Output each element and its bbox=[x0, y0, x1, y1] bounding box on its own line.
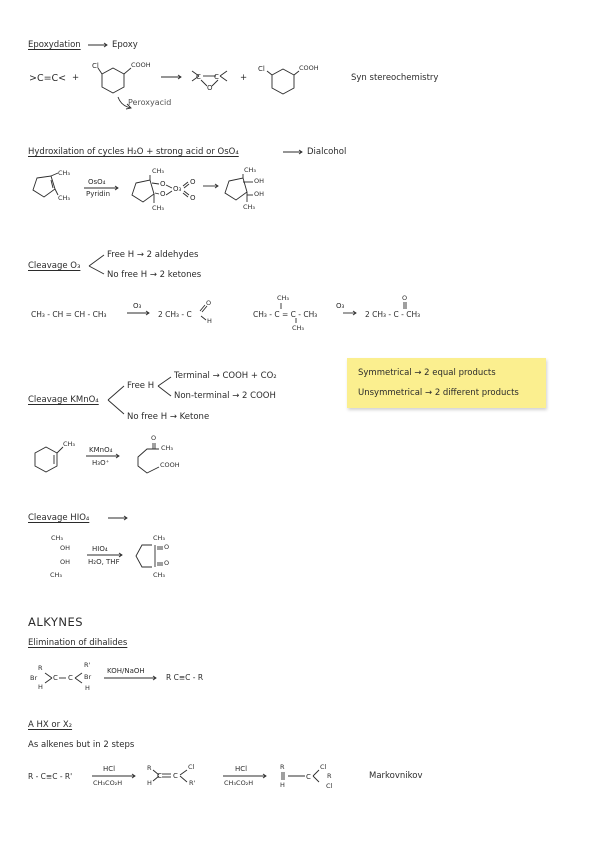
alkyne-reactant: R - C≡C - R' bbox=[28, 772, 73, 781]
h-label: H bbox=[147, 779, 152, 787]
svg-text:C: C bbox=[196, 73, 201, 81]
svg-text:O: O bbox=[190, 194, 196, 202]
thf-reagent: H₂O, THF bbox=[88, 558, 120, 566]
free-h-aldehydes: Free H → 2 aldehydes bbox=[107, 250, 199, 260]
ch3-label: CH₃ bbox=[153, 534, 166, 542]
br-label: Br bbox=[84, 673, 92, 681]
oh-label: OH bbox=[254, 190, 265, 198]
acetic-acid-solvent: CH₃CO₂H bbox=[93, 779, 123, 787]
hydroxilation-title: Hydroxilation of cycles H₂O + strong acid or OsO₄ bbox=[28, 147, 239, 157]
svg-text:C: C bbox=[53, 674, 58, 682]
hcl-reagent: HCl bbox=[235, 765, 248, 773]
ch3-label: CH₃ bbox=[292, 324, 305, 332]
svg-text:C: C bbox=[306, 773, 311, 781]
ch3-label: CH₃ bbox=[161, 444, 174, 452]
no-free-h-ketone: No free H → Ketone bbox=[127, 412, 210, 422]
ch3-label: CH₃ bbox=[58, 194, 71, 202]
cleavage-hio4-title: Cleavage HIO₄ bbox=[28, 513, 90, 523]
ketone-oxygen: O bbox=[151, 434, 157, 442]
hcl-reagent: HCl bbox=[103, 765, 116, 773]
dialcohol-label: Dialcohol bbox=[307, 147, 347, 157]
osmium-label: O₃ bbox=[173, 185, 182, 193]
svg-text:C: C bbox=[157, 772, 162, 780]
symmetrical-note: Symmetrical → 2 equal products bbox=[358, 368, 496, 378]
oh-label: OH bbox=[60, 544, 71, 552]
syn-stereochemistry-note: Syn stereochemistry bbox=[351, 73, 439, 83]
cl-label: Cl bbox=[188, 763, 195, 771]
ch3-label: CH₃ bbox=[277, 294, 290, 302]
cleavage-kmno4-title: Cleavage KMnO₄ bbox=[28, 395, 99, 405]
r-group: R bbox=[280, 763, 285, 771]
cooh-label: COOH bbox=[160, 461, 180, 469]
cl-label: Cl bbox=[326, 782, 333, 790]
hx-subtitle: As alkenes but in 2 steps bbox=[28, 740, 135, 750]
svg-text:O: O bbox=[190, 178, 196, 186]
acetic-acid-solvent: CH₃CO₂H bbox=[224, 779, 254, 787]
r-group: R bbox=[38, 664, 43, 672]
aldehyde-product: 2 CH₃ - C bbox=[158, 310, 192, 319]
aldehyde-hydrogen: H bbox=[207, 317, 212, 325]
markovnikov-note: Markovnikov bbox=[369, 771, 423, 781]
plus-sign-2: + bbox=[240, 73, 248, 83]
svg-text:O: O bbox=[160, 180, 166, 188]
r-prime-group: R' bbox=[189, 779, 196, 787]
ch3-label: CH₃ bbox=[243, 203, 256, 211]
o3-reagent: O₃ bbox=[336, 302, 345, 310]
sticky-note bbox=[347, 358, 546, 408]
free-h-label: Free H bbox=[127, 381, 155, 391]
ketone-oxygen: O bbox=[402, 294, 408, 302]
ch3-label: CH₃ bbox=[58, 169, 71, 177]
peroxyacid-label: Peroxyacid bbox=[128, 98, 172, 107]
kmno4-reagent: KMnO₄ bbox=[89, 446, 113, 454]
ch3-label: CH₃ bbox=[152, 204, 165, 212]
r-group: R bbox=[147, 764, 152, 772]
ch3-label: CH₃ bbox=[152, 167, 165, 175]
oso4-reagent: OsO₄ bbox=[88, 178, 106, 186]
svg-text:C: C bbox=[173, 772, 178, 780]
ch3-label: CH₃ bbox=[63, 440, 76, 448]
oh-label: OH bbox=[254, 177, 265, 185]
cl-label-2: Cl bbox=[258, 65, 265, 73]
plus-sign: + bbox=[72, 73, 80, 83]
alkynes-heading: ALKYNES bbox=[28, 615, 84, 629]
cooh-label-2: COOH bbox=[299, 64, 319, 72]
epoxide-oxygen: O bbox=[207, 84, 213, 92]
hio4-reagent: HIO₄ bbox=[92, 545, 108, 553]
ch3-label: CH₃ bbox=[51, 534, 64, 542]
no-free-h-ketones: No free H → 2 ketones bbox=[107, 270, 202, 280]
epoxydation-title: Epoxydation bbox=[28, 40, 81, 50]
cooh-label: COOH bbox=[131, 61, 151, 69]
r-group: R bbox=[327, 772, 332, 780]
butene-reactant: CH₃ - CH = CH - CH₃ bbox=[31, 310, 107, 319]
o3-reagent: O₃ bbox=[133, 302, 142, 310]
dimethylbutene-reactant: CH₃ - C = C - CH₃ bbox=[253, 310, 318, 319]
terminal-branch: Terminal → COOH + CO₂ bbox=[174, 371, 277, 381]
cleavage-o3-title: Cleavage O₃ bbox=[28, 261, 81, 271]
h-label: H bbox=[280, 781, 285, 789]
unsymmetrical-note: Unsymmetrical → 2 different products bbox=[358, 388, 519, 398]
h3o-reagent: H₃O⁺ bbox=[92, 459, 110, 467]
svg-text:O: O bbox=[160, 190, 166, 198]
pyridin-reagent: Pyridin bbox=[86, 190, 111, 198]
acetone-product: 2 CH₃ - C - CH₃ bbox=[365, 310, 421, 319]
h-label: H bbox=[85, 684, 90, 692]
koh-naoh-reagent: KOH/NaOH bbox=[107, 667, 145, 675]
ch3-label: CH₃ bbox=[50, 571, 63, 579]
h-label: H bbox=[38, 683, 43, 691]
br-label: Br bbox=[30, 674, 38, 682]
aldehyde-oxygen: O bbox=[206, 299, 212, 307]
hx-title: A HX or X₂ bbox=[28, 720, 73, 730]
ch3-label: CH₃ bbox=[244, 166, 257, 174]
non-terminal-branch: Non-terminal → 2 COOH bbox=[174, 391, 276, 401]
ketone-oxygen: O bbox=[164, 543, 170, 551]
svg-text:C: C bbox=[68, 674, 73, 682]
cl-label: Cl bbox=[92, 62, 99, 70]
epoxy-label: Epoxy bbox=[112, 40, 138, 50]
svg-text:C: C bbox=[214, 73, 219, 81]
cl-label: Cl bbox=[320, 763, 327, 771]
alkyne-product: R C≡C - R bbox=[166, 673, 204, 682]
ch3-label: CH₃ bbox=[153, 571, 166, 579]
oh-label: OH bbox=[60, 558, 71, 566]
ketone-oxygen: O bbox=[164, 559, 170, 567]
elimination-title: Elimination of dihalides bbox=[28, 638, 128, 648]
alkene-formula: >C=C< bbox=[29, 73, 67, 84]
r-prime-group: R' bbox=[84, 661, 91, 669]
